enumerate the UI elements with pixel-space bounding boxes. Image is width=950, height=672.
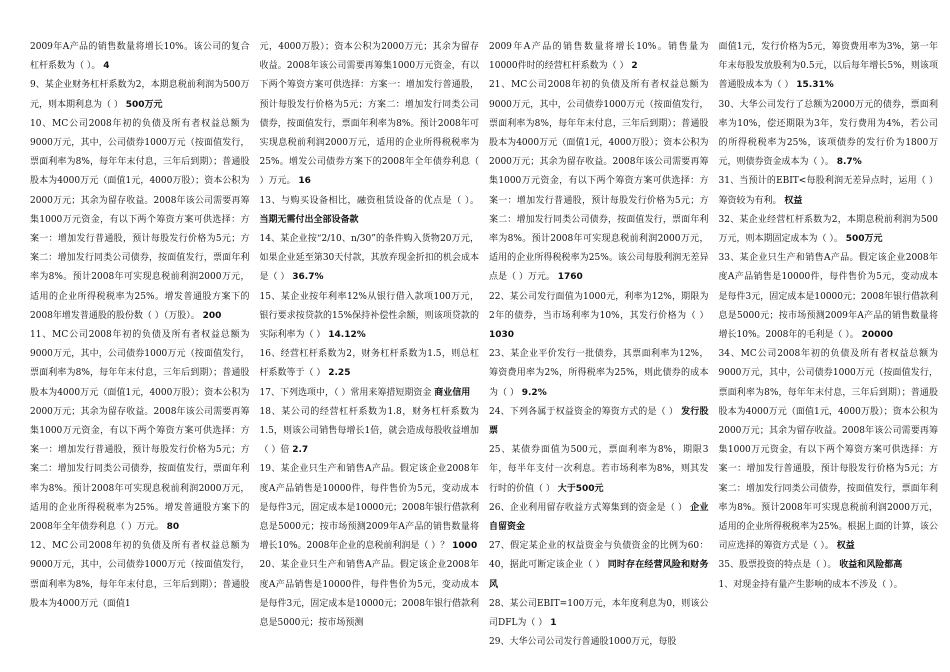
- question-item: [30, 537, 250, 614]
- question-item: [489, 537, 709, 595]
- question-text: 33、某企业只生产和销售A产品。假定该企业2008年度A产品销售是10000件，每件售价为5元，变动成本是每件3元，固定成本是10000元；2008年银行借款利息是5000元；按市场预测2009年A产品的销售数量将增长10%。2008年的毛利是（ ）。: [718, 253, 938, 341]
- question-text: 元，4000万股）；资本公积为2000万元；其余为留存收益。2008年该公司需要再筹集1000万元资金，有以下两个筹资方案可供选择：方案一：增加发行普通股，预计每股发行价格为5元；方案二：增加发行同类公司债券，按面值发行，票面年利率为8%。预计2008年可实现息税前利润2000万元，适用的企业所得税税率为25%。增发公司债券方案下的2008年全年债券利息（ ）万元。: [259, 42, 479, 187]
- answer-text: 500万元: [125, 99, 163, 110]
- question-text: 12、MC公司2008年初的负债及所有者权益总额为9000万元，其中，公司债券1000万元（按面值发行，票面利率为8%，每年年末付息，三年后到期）；普通股股本为4000万元（面值1: [30, 541, 250, 609]
- question-text: 1、对现金持有量产生影响的成本不涉及（ ）。: [718, 579, 903, 590]
- question-text: 34、MC公司2008年初的负债及所有者权益总额为9000万元，其中，公司债券1000万元（按面值发行，票面利率为8%，每年年末付息，三年后到期）；普通股股本为4000万元（面值1元，4000万股）；资本公积为2000万元；其余为留存收益。2008年该公司需要再筹集1000万元资金，有以下两个筹资方案可供选择：方案一：增加发行普通股，预计每股发行价格为5元；方案二：增加发行同类公司债券，按面值发行，票面年利率为8%。预计2008年可实现息税前利润2000万元，适用的企业所得税税率为25%。根据上面的计算，该公司应选择的筹资方式是（ ）。: [718, 349, 938, 552]
- question-item: [719, 96, 939, 173]
- answer-text: 80: [166, 522, 180, 533]
- question-item: [719, 38, 939, 96]
- answer-text: 发行股票: [489, 406, 709, 437]
- answer-text: 200: [202, 310, 222, 321]
- answer-text: 权益: [836, 541, 855, 552]
- question-text: 13、与购买设备相比，融资租赁设备的优点是（ ）。: [259, 195, 479, 206]
- question-item: [30, 115, 250, 326]
- question-text: 30、大华公司发行了总额为2000万元的债券，票面利率为10%，偿还期限为3年，发行费用为4%，若公司的所得税税率为25%，该项债券的发行价为1800万元，则债券资金成本为（ ）。: [718, 99, 938, 168]
- answer-text: 同时存在经营风险和财务风: [489, 560, 709, 590]
- text-column-1: [30, 38, 250, 672]
- question-text: 15、某企业按年利率12%从银行借入款项100万元，银行要求按贷款的15%保持补偿性余额，则该项贷款的实际利率为（ ）: [259, 291, 479, 341]
- question-item: [719, 211, 939, 249]
- question-item: [260, 556, 480, 633]
- question-text: 面值1元，发行价格为5元，筹资费用率为3%，第一年年末每股发放股利为0.5元，以后每年增长5%，则该项普通股成本为（ ）: [718, 42, 938, 91]
- question-item: [719, 345, 939, 556]
- answer-text: 权益: [784, 195, 803, 206]
- question-text: 26、企业利用留存收益方式筹集到的资金是（ ）: [489, 502, 688, 513]
- answer-text: 15.31%: [796, 80, 834, 91]
- answer-text: 收益和风险都高: [839, 560, 903, 571]
- answer-text: 大于500元: [557, 483, 604, 494]
- question-text: 27、假定某企业的权益资金与负债资金的比例为60：40，据此可断定该企业（ ）: [489, 541, 709, 571]
- question-text: 35、股票投资的特点是（ ）。: [718, 560, 837, 571]
- answer-text: 36.7%: [292, 272, 324, 283]
- question-text: 24、下列各属于权益资金的筹资方式的是（ ）: [489, 406, 679, 417]
- answer-text: 2: [631, 61, 638, 72]
- question-item: [260, 403, 480, 461]
- question-item: [719, 576, 939, 595]
- question-item: [489, 633, 709, 652]
- question-item: [260, 230, 480, 288]
- question-text: 20、某企业只生产和销售A产品。假定该企业2008年度A产品销售是10000件，每件售价为5元，变动成本是每件3元，固定成本是10000元；2008年银行借款利息是5000元；按市场预测: [259, 560, 479, 629]
- answer-text: 企业自留资金: [489, 502, 709, 533]
- question-item: [260, 192, 480, 230]
- text-column-3: [489, 38, 709, 672]
- question-text: 17、下列选项中，（ ）常用来筹措短期资金: [259, 387, 432, 398]
- text-column-2: [260, 38, 480, 672]
- answer-text: 2.7: [292, 445, 309, 456]
- question-text: 2009年A产品的销售数量将增长10%。销售量为10000件时的经营杠杆系数为（ ）: [489, 42, 709, 72]
- answer-text: 商业信用: [434, 387, 471, 398]
- question-item: [260, 460, 480, 556]
- question-text: 19、某企业只生产和销售A产品。假定该企业2008年度A产品销售是10000件，每件售价为5元，变动成本是每件3元，固定成本是10000元；2008年银行借款利息是5000元；按市场预测2009年A产品的销售数量将增长10%。2008年企业的息税前利润是（ ）？: [259, 464, 479, 552]
- answer-text: 8.7%: [836, 157, 862, 168]
- question-text: 11、MC公司2008年初的负债及所有者权益总额为9000万元，其中，公司债券1000万元（按面值发行，票面利率为8%，每年年末付息，三年后到期）；普通股股本为4000万元（面值1元，4000万股）；资本公积为2000万元；其余为留存收益。2008年该公司需要再筹集1000万元资金，有以下两个筹资方案可供选择：方案一：增加发行普通股，预计每股发行价格为5元；方案二：增加发行同类公司债券，按面值发行，票面年利率为8%。预计2008年可实现息税前利润2000万元，适用的企业所得税税率为25%。增发普通股方案下的2008年全年债券利息（ ）万元。: [30, 330, 250, 533]
- question-item: [489, 499, 709, 537]
- question-item: [489, 345, 709, 403]
- question-text: 21、MC公司2008年初的负债及所有者权益总额为9000万元，其中，公司债券1000万元（按面值发行，票面利率为8%，每年年末付息，三年后到期）；普通股股本为4000万元（面值1元，4000万股）；资本公积为2000万元；其余为留存收益。2008年该公司需要再筹集1000万元资金，有以下两个筹资方案可供选择：方案一：增加发行普通股，预计每股发行价格为5元；方案二：增加发行同类公司债券，按面值发行，票面年利率为8%。预计2008年可实现息税前利润2000万元，适用的企业所得税税率为25%。该公司每股利润无差异点是（ ）万元。: [489, 80, 709, 283]
- question-text: 22、某公司发行面值为1000元，利率为12%，期限为2年的债券，当市场利率为10%，其发行价格为（ ）: [489, 291, 709, 321]
- answer-text: 2.25: [328, 368, 351, 379]
- question-text: 9、某企业财务杠杆系数为2，本期息税前利润为500万元，则本期利息为（ ）: [30, 80, 250, 110]
- answer-text: 1: [550, 618, 557, 629]
- question-item: [719, 556, 939, 575]
- answer-text: 500万元: [845, 234, 883, 245]
- question-text: 23、某企业平价发行一批债券，其票面利率为12%，筹资费用率为2%，所得税率为25%，则此债券的成本为（ ）: [489, 349, 709, 398]
- question-text: 25、某债券面值为500元，票面利率为8%，期限3年，每半年支付一次利息。若市场利率为8%，则其发行时的价值（ ）: [489, 445, 709, 494]
- question-text: 2009年A产品的销售数量将增长10%。该公司的复合杠杆系数为（ ）。: [30, 42, 250, 72]
- question-item: [260, 345, 480, 383]
- text-column-4: [719, 38, 939, 672]
- question-text: 32、某企业经营杠杆系数为2，本期息税前利润为500万元，则本期固定成本为（ ）。: [718, 214, 938, 245]
- answer-text: 16: [298, 176, 311, 187]
- answer-text: 1030: [489, 330, 515, 341]
- question-item: [719, 249, 939, 345]
- answer-text: 当期无需付出全部设备款: [259, 214, 359, 225]
- question-item: [489, 403, 709, 441]
- answer-text: 1760: [557, 272, 583, 283]
- question-item: [30, 38, 250, 76]
- question-text: 10、MC公司2008年初的负债及所有者权益总额为9000万元，其中，公司债券1000万元（按面值发行，票面利率为8%，每年年末付息，三年后到期）；普通股股本为4000万元（面值1元，4000万股）；资本公积为2000万元；其余为留存收益。2008年该公司需要再筹集1000万元资金，有以下两个筹资方案可供选择：方案一：增加发行普通股，预计每股发行价格为5元；方案二：增加发行同类公司债券，按面值发行，票面年利率为8%。预计2008年可实现息税前利润2000万元，适用的企业所得税税率为25%。增发普通股方案下的2008年增发普通股的股份数（ ）（万股）。: [30, 118, 250, 321]
- question-text: 18、某公司的经营杠杆系数为1.8，财务杠杆系数为1.5，则该公司销售每增长1倍，就会造成每股收益增加（ ）倍: [259, 406, 479, 456]
- question-text: 31、当预计的EBIT<每股利润无差异点时，运用（ ）筹资较为有利。: [718, 176, 938, 206]
- question-item: [260, 38, 480, 192]
- question-item: [489, 441, 709, 499]
- question-text: 14、某企业按“2/10、n/30”的条件购入货物20万元，如果企业延至第30天付款，其放弃现金折扣的机会成本是（ ）: [259, 234, 479, 283]
- question-item: [30, 326, 250, 537]
- question-item: [489, 38, 709, 76]
- question-item: [489, 595, 709, 633]
- question-item: [489, 288, 709, 346]
- question-item: [260, 288, 480, 346]
- question-text: 29、大华公司公司发行普通股1000万元，每股: [489, 637, 677, 648]
- question-text: 28、某公司EBIT=100万元，本年度利息为0，则该公司DFL为（ ）: [489, 598, 709, 629]
- answer-text: 20000: [861, 330, 893, 341]
- question-text: 16、经营杠杆系数为2，财务杠杆系数为1.5，则总杠杆系数等于（ ）: [259, 349, 479, 379]
- answer-text: 4: [103, 61, 110, 72]
- answer-text: 14.12%: [328, 330, 366, 341]
- answer-text: 9.2%: [521, 387, 547, 398]
- question-item: [30, 76, 250, 114]
- question-item: [260, 384, 480, 403]
- answer-text: 1000: [452, 541, 478, 552]
- question-item: [489, 76, 709, 287]
- question-item: [719, 172, 939, 210]
